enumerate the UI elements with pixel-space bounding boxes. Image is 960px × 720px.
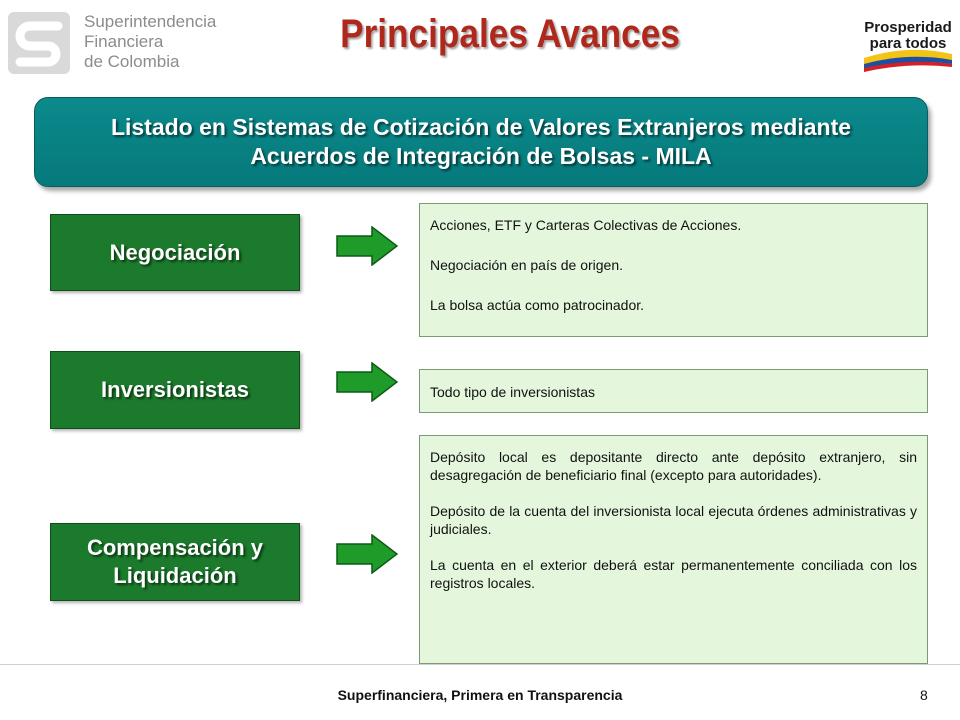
footer-text: Superfinanciera, Primera en Transparencia (337, 687, 623, 703)
inversionistas-label-box (50, 351, 300, 429)
negociacion-item: Negociación en país de origen. (430, 257, 624, 273)
sfc-logo-text (84, 12, 216, 72)
topic-banner (34, 97, 928, 187)
right-arrow-icon (336, 362, 398, 402)
negociacion-label: Negociación (109, 239, 241, 265)
inversionistas-details (419, 369, 928, 413)
sfc-logo-line3: de Colombia (84, 52, 180, 71)
prosperidad-logo-line1: Prosperidad (864, 19, 952, 36)
sfc-logo (8, 10, 218, 76)
compensacion-item: Depósito de la cuenta del inversionista local ejecuta órdenes administrativas y judiciales. (430, 503, 917, 537)
banner-line1: Listado en Sistemas de Cotización de Valores Extranjeros mediante (110, 114, 852, 140)
right-arrow-icon (336, 534, 398, 574)
footer-divider (0, 664, 960, 665)
page-number: 8 (920, 687, 928, 703)
right-arrow-icon (336, 226, 398, 266)
compensacion-item: Depósito local es depositante directo ante depósito extranjero, sin desagregación de beneficiario final (excepto para autoridades). (430, 449, 917, 483)
inversionistas-label: Inversionistas (101, 377, 249, 402)
sfc-logo-mark-icon (8, 12, 70, 74)
compensacion-details (419, 435, 928, 664)
prosperidad-logo-graphic (862, 14, 954, 74)
sfc-logo-line1: Superintendencia (84, 12, 217, 31)
negociacion-details (419, 203, 928, 337)
slide-title: Principales Avances (340, 12, 680, 56)
negociacion-item: La bolsa actúa como patrocinador. (430, 297, 645, 313)
negociacion-label-box (50, 214, 300, 291)
sfc-logo-line2: Financiera (84, 32, 164, 51)
compensacion-label-line2: Liquidación (113, 563, 237, 588)
prosperidad-logo (862, 14, 954, 74)
compensacion-label-box (50, 523, 300, 601)
compensacion-item: La cuenta en el exterior deberá estar permanentemente conciliada con los registros locales. (430, 557, 917, 591)
banner-line2: Acuerdos de Integración de Bolsas - MILA (250, 143, 712, 169)
prosperidad-logo-line2: para todos (869, 35, 947, 52)
compensacion-label-line1: Compensación y (86, 535, 264, 560)
negociacion-item: Acciones, ETF y Carteras Colectivas de Acciones. (430, 217, 742, 233)
inversionistas-item: Todo tipo de inversionistas (430, 384, 595, 400)
